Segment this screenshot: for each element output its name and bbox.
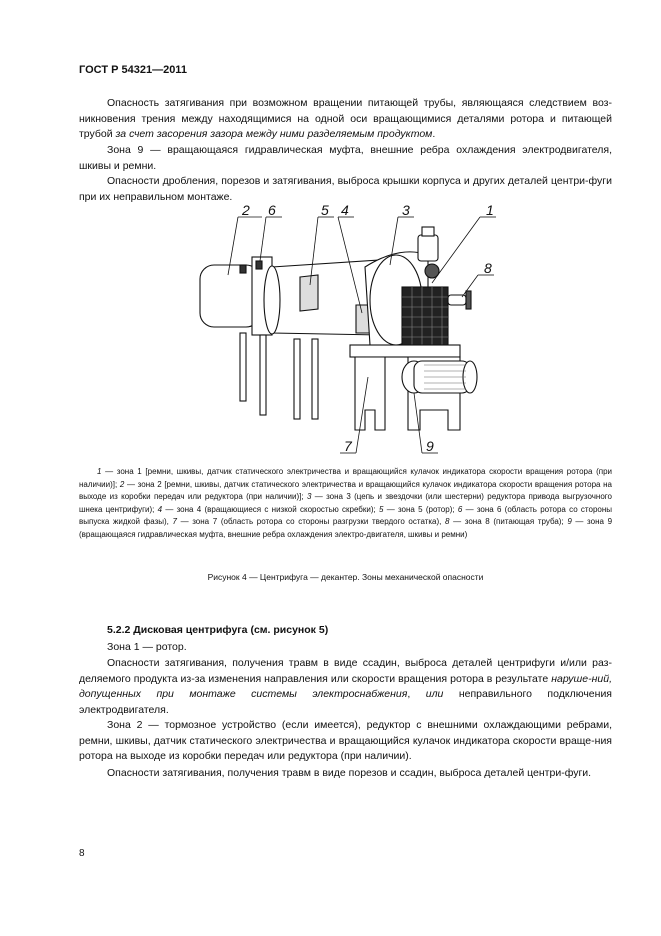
top-motor: [418, 235, 438, 261]
left-cover: [200, 265, 260, 327]
leg: [312, 339, 318, 419]
feed-pipe: [448, 295, 466, 305]
leg: [240, 333, 246, 401]
document-header: ГОСТ Р 54321—2011: [79, 64, 187, 76]
figure-caption: Рисунок 4 — Центрифуга — декантер. Зоны механической опасности: [207, 572, 484, 582]
paragraph-italic: за счет засорения зазора между ними разделяемым продуктом: [115, 128, 433, 140]
page-number: 8: [79, 848, 85, 859]
callout-3: 3: [402, 205, 410, 218]
callout-5: 5: [321, 205, 329, 218]
grill: [402, 287, 448, 349]
figure-decanter-centrifuge: [170, 205, 510, 460]
support-7: [355, 357, 385, 430]
access-plate-5: [300, 275, 318, 311]
paragraph-feed-pipe: [79, 96, 612, 143]
leg: [260, 335, 266, 415]
paragraph-zone-9: Зона 9 — вращающаяся гидравлическая муфта, внешние ребра охлаждения электродвигателя, шкивы и ремни.: [79, 144, 612, 172]
paragraph-text: Опасность затягивания при возможном вращении питающей трубы, являющаяся следствием воз-никновения трения между находящимися на одной оси вращающимися деталями ротора и питающей трубой: [79, 97, 612, 140]
callout-2: 2: [242, 205, 250, 218]
callout-9: 9: [426, 438, 434, 454]
paragraph-rotor-hazards: Опасности затягивания, получения травм в виде ссадин, выброса деталей центрифуги и/или раз-деляемого продукта из-за изменения направления или скорости вращения ротора в результате наруше-ний, допущенных при монтаже системы электроснабжения, или неправильного подключения электродвигателя.: [79, 657, 612, 716]
callout-1: 1: [486, 205, 494, 218]
paragraph-crushing-hazards: Опасности дробления, порезов и затягивания, выброса крышки корпуса и других деталей центри-фуги при их неправильном монтаже.: [79, 175, 612, 203]
callout-7: 7: [344, 438, 352, 454]
callout-8: 8: [484, 260, 492, 276]
section-heading: 5.2.2 Дисковая центрифуга (см. рисунок 5): [107, 624, 329, 636]
paragraph-text: .: [432, 128, 436, 140]
callout-4: 4: [341, 205, 349, 218]
callout-6: 6: [268, 205, 276, 218]
figure-legend: 1 — зона 1 [ремни, шкивы, датчик статического электричества и вращающийся кулачок индикатора скорости вращения ротора (при наличии)]; 2 — зона 2 [ремни, шкивы, датчик статического электричества и вращающийся кулачок индикатора скорости вращения ротора на выходе из коробки передач или редуктора (при наличии)]; 3 — зона 3 (цепь и звездочки (или шестерни) редуктора привода выгрузочного шнека центрифуги); 4 — зона 4 (вращающиеся с низкой скоростью скребки); 5 — зона 5 (ротор); 6 — зона 6 (область ротора со стороны выпуска жидкой фазы), 7 — зона 7 (область ротора со стороны разгрузки твердого остатка), 8 — зона 8 (питающая труба); 9 — зона 9 (вращающаяся гидравлическая муфта, внешние ребра охлаждения электро-двигателя, шкивы и ремни): [79, 467, 613, 539]
paragraph-zone-1: Зона 1 — ротор.: [107, 641, 187, 653]
paragraph-zone-2: Зона 2 — тормозное устройство (если имеется), редуктор с внешними охлаждающими ребрами, ремни, шкивы, датчик статического электричества и вращающийся кулачок индикатора скорости враще-ния ротора на выходе из коробки передач или редуктора (при наличии).: [79, 719, 612, 762]
paragraph-cut-hazards: Опасности затягивания, получения травм в виде порезов и ссадин, выброса деталей центри-фуги.: [107, 767, 592, 779]
base-plate: [350, 345, 460, 357]
leg: [294, 339, 300, 419]
